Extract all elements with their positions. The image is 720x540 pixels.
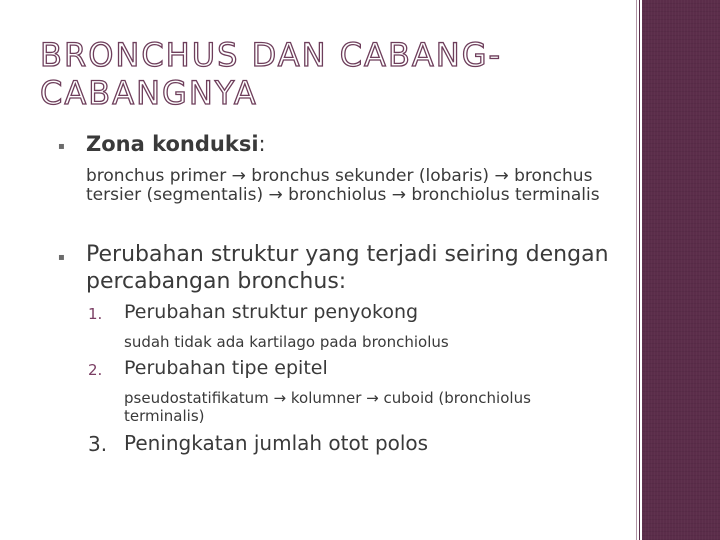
bullet-heading-zona-konduksi (86, 131, 266, 157)
bullet-body-bronchus-path: bronchus primer → bronchus sekunder (lobaris) → bronchus tersier (segmentalis) → bronchiolus → bronchiolus terminalis (86, 166, 600, 205)
bullet-marker: ▪ (58, 141, 65, 152)
slide-title: BRONCHUS DAN CABANG-CABANGNYA (40, 36, 503, 112)
list-item-heading: Perubahan tipe epitel (124, 357, 328, 379)
sidebar-divider-line (636, 0, 637, 540)
list-item-heading: Perubahan struktur penyokong (124, 301, 419, 323)
list-number: 3. (88, 432, 108, 456)
sidebar-divider-line (639, 0, 640, 540)
list-item-body: pseudostatifikatum → kolumner → cuboid (bronchiolus terminalis) (124, 389, 531, 425)
list-number: 2. (88, 361, 103, 379)
list-item-heading: Peningkatan jumlah otot polos (124, 431, 429, 455)
bullet-heading-suffix: : (258, 132, 266, 156)
list-item-body: sudah tidak ada kartilago pada bronchiolus (124, 333, 449, 351)
bullet-heading-bold: Zona konduksi (86, 132, 259, 156)
bullet-heading-perubahan: Perubahan struktur yang terjadi seiring dengan percabangan bronchus: (86, 242, 609, 294)
bullet-marker: ▪ (58, 252, 65, 263)
decorative-sidebar (642, 0, 720, 540)
list-number: 1. (88, 305, 103, 323)
